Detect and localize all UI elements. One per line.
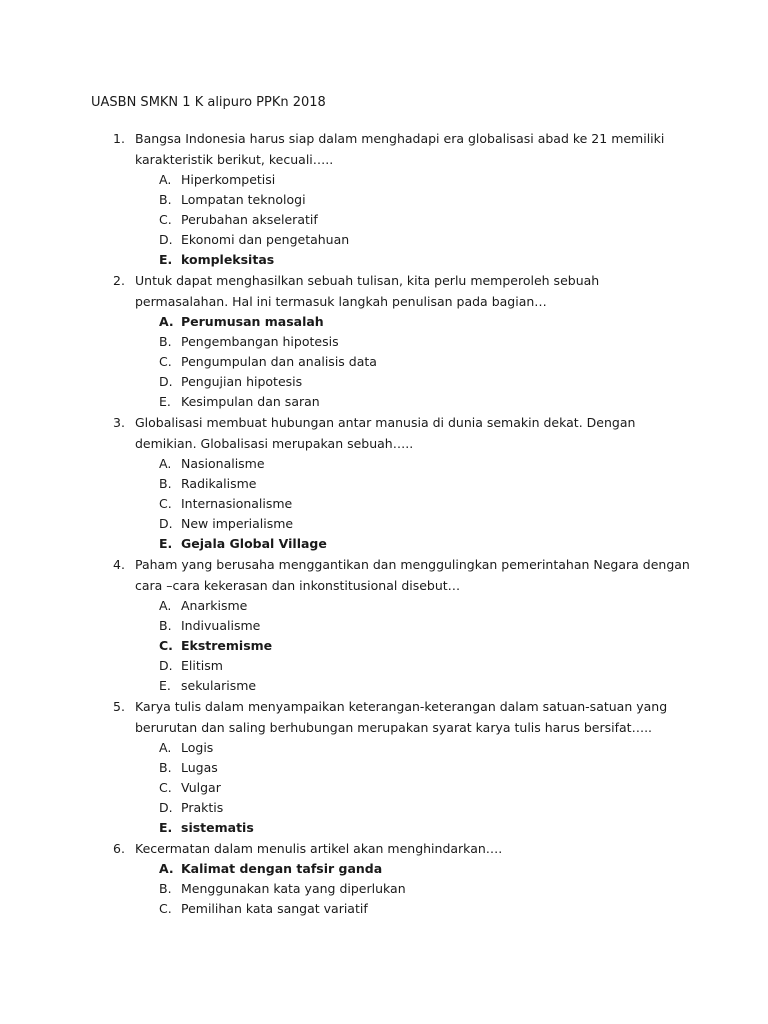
option-list (0, 596, 768, 696)
option-letter: C. (159, 496, 172, 511)
question-line (0, 270, 768, 291)
option-letter: D. (159, 516, 173, 531)
option-text: Nasionalisme (181, 456, 265, 471)
question-text: karakteristik berikut, kecuali….. (135, 152, 334, 167)
option-letter: E. (159, 536, 173, 551)
question-line (0, 412, 768, 433)
question-text: Kecermatan dalam menulis artikel akan menghindarkan…. (135, 841, 503, 856)
option-item (0, 778, 768, 798)
question-text: Bangsa Indonesia harus siap dalam menghadapi era globalisasi abad ke 21 memiliki (135, 131, 665, 146)
option-text: Pengujian hipotesis (181, 374, 303, 389)
option-item (0, 392, 768, 412)
option-text: Menggunakan kata yang diperlukan (181, 881, 406, 896)
option-letter: A. (159, 740, 172, 755)
option-letter: C. (159, 638, 173, 653)
option-item (0, 352, 768, 372)
option-list (0, 738, 768, 838)
option-item (0, 210, 768, 230)
option-text: Perubahan akseleratif (181, 212, 318, 227)
option-letter: C. (159, 901, 172, 916)
option-item (0, 676, 768, 696)
option-item (0, 332, 768, 352)
option-item (0, 474, 768, 494)
option-text: Elitism (181, 658, 223, 673)
question-item (0, 270, 768, 412)
option-letter: E. (159, 394, 171, 409)
option-item (0, 616, 768, 636)
option-text: Lompatan teknologi (181, 192, 306, 207)
option-letter: D. (159, 232, 173, 247)
option-text: Vulgar (181, 780, 221, 795)
answer-option (0, 534, 768, 554)
question-line (0, 554, 768, 575)
answer-option (0, 859, 768, 879)
option-item (0, 454, 768, 474)
option-text: Pengembangan hipotesis (181, 334, 339, 349)
question-text: Karya tulis dalam menyampaikan keterangan-keterangan dalam satuan-satuan yang (135, 699, 668, 714)
option-text: Kalimat dengan tafsir ganda (181, 861, 383, 876)
option-text: New imperialisme (181, 516, 294, 531)
option-text: Anarkisme (181, 598, 248, 613)
question-line (0, 696, 768, 717)
option-list (0, 454, 768, 554)
option-text: sekularisme (181, 678, 257, 693)
option-letter: A. (159, 861, 174, 876)
question-line (0, 291, 768, 312)
option-item (0, 372, 768, 392)
option-letter: B. (159, 618, 172, 633)
option-letter: E. (159, 820, 173, 835)
question-number: 5. (113, 699, 125, 714)
question-line (0, 433, 768, 454)
question-text: Globalisasi membuat hubungan antar manusia di dunia semakin dekat. Dengan (135, 415, 636, 430)
option-item (0, 230, 768, 250)
question-number: 3. (113, 415, 125, 430)
option-text: Ekonomi dan pengetahuan (181, 232, 350, 247)
question-number: 6. (113, 841, 125, 856)
option-text: Pemilihan kata sangat variatif (181, 901, 368, 916)
option-letter: A. (159, 172, 172, 187)
option-item (0, 738, 768, 758)
option-text: Lugas (181, 760, 218, 775)
option-letter: C. (159, 354, 172, 369)
question-line (0, 149, 768, 170)
option-text: kompleksitas (181, 252, 275, 267)
answer-option (0, 250, 768, 270)
option-letter: D. (159, 658, 173, 673)
option-text: sistematis (181, 820, 254, 835)
question-number: 1. (113, 131, 125, 146)
option-item (0, 596, 768, 616)
option-text: Internasionalisme (181, 496, 293, 511)
option-text: Praktis (181, 800, 224, 815)
question-list (0, 128, 768, 919)
question-line (0, 128, 768, 149)
option-item (0, 170, 768, 190)
option-letter: D. (159, 800, 173, 815)
answer-option (0, 636, 768, 656)
document-title: UASBN SMKN 1 K alipuro PPKn 2018 (91, 95, 326, 110)
option-letter: B. (159, 334, 172, 349)
question-text: cara –cara kekerasan dan inkonstitusional disebut… (135, 578, 461, 593)
option-text: Pengumpulan dan analisis data (181, 354, 377, 369)
question-line (0, 838, 768, 859)
question-number: 2. (113, 273, 125, 288)
question-line (0, 717, 768, 738)
option-item (0, 190, 768, 210)
option-item (0, 798, 768, 818)
question-text: Paham yang berusaha menggantikan dan menggulingkan pemerintahan Negara dengan (135, 557, 690, 572)
question-item (0, 554, 768, 696)
option-letter: B. (159, 881, 172, 896)
option-letter: C. (159, 212, 172, 227)
question-item (0, 838, 768, 919)
question-text: demikian. Globalisasi merupakan sebuah….. (135, 436, 414, 451)
option-item (0, 656, 768, 676)
option-text: Indivualisme (181, 618, 261, 633)
option-item (0, 879, 768, 899)
question-item (0, 696, 768, 838)
answer-option (0, 312, 768, 332)
option-letter: C. (159, 780, 172, 795)
option-item (0, 514, 768, 534)
option-text: Logis (181, 740, 214, 755)
option-item (0, 758, 768, 778)
option-text: Kesimpulan dan saran (181, 394, 320, 409)
question-text: permasalahan. Hal ini termasuk langkah penulisan pada bagian… (135, 294, 547, 309)
option-letter: B. (159, 192, 172, 207)
option-item (0, 899, 768, 919)
question-item (0, 412, 768, 554)
option-letter: E. (159, 678, 171, 693)
option-text: Perumusan masalah (181, 314, 324, 329)
option-letter: A. (159, 314, 174, 329)
option-text: Radikalisme (181, 476, 257, 491)
question-item (0, 128, 768, 270)
option-letter: B. (159, 476, 172, 491)
option-item (0, 494, 768, 514)
option-list (0, 859, 768, 919)
question-text: Untuk dapat menghasilkan sebuah tulisan, kita perlu memperoleh sebuah (135, 273, 600, 288)
option-letter: D. (159, 374, 173, 389)
option-letter: A. (159, 598, 172, 613)
question-number: 4. (113, 557, 125, 572)
option-list (0, 170, 768, 270)
option-letter: E. (159, 252, 173, 267)
option-text: Gejala Global Village (181, 536, 327, 551)
answer-option (0, 818, 768, 838)
option-list (0, 312, 768, 412)
option-letter: A. (159, 456, 172, 471)
question-text: berurutan dan saling berhubungan merupakan syarat karya tulis harus bersifat….. (135, 720, 653, 735)
option-letter: B. (159, 760, 172, 775)
question-line (0, 575, 768, 596)
option-text: Hiperkompetisi (181, 172, 276, 187)
option-text: Ekstremisme (181, 638, 273, 653)
